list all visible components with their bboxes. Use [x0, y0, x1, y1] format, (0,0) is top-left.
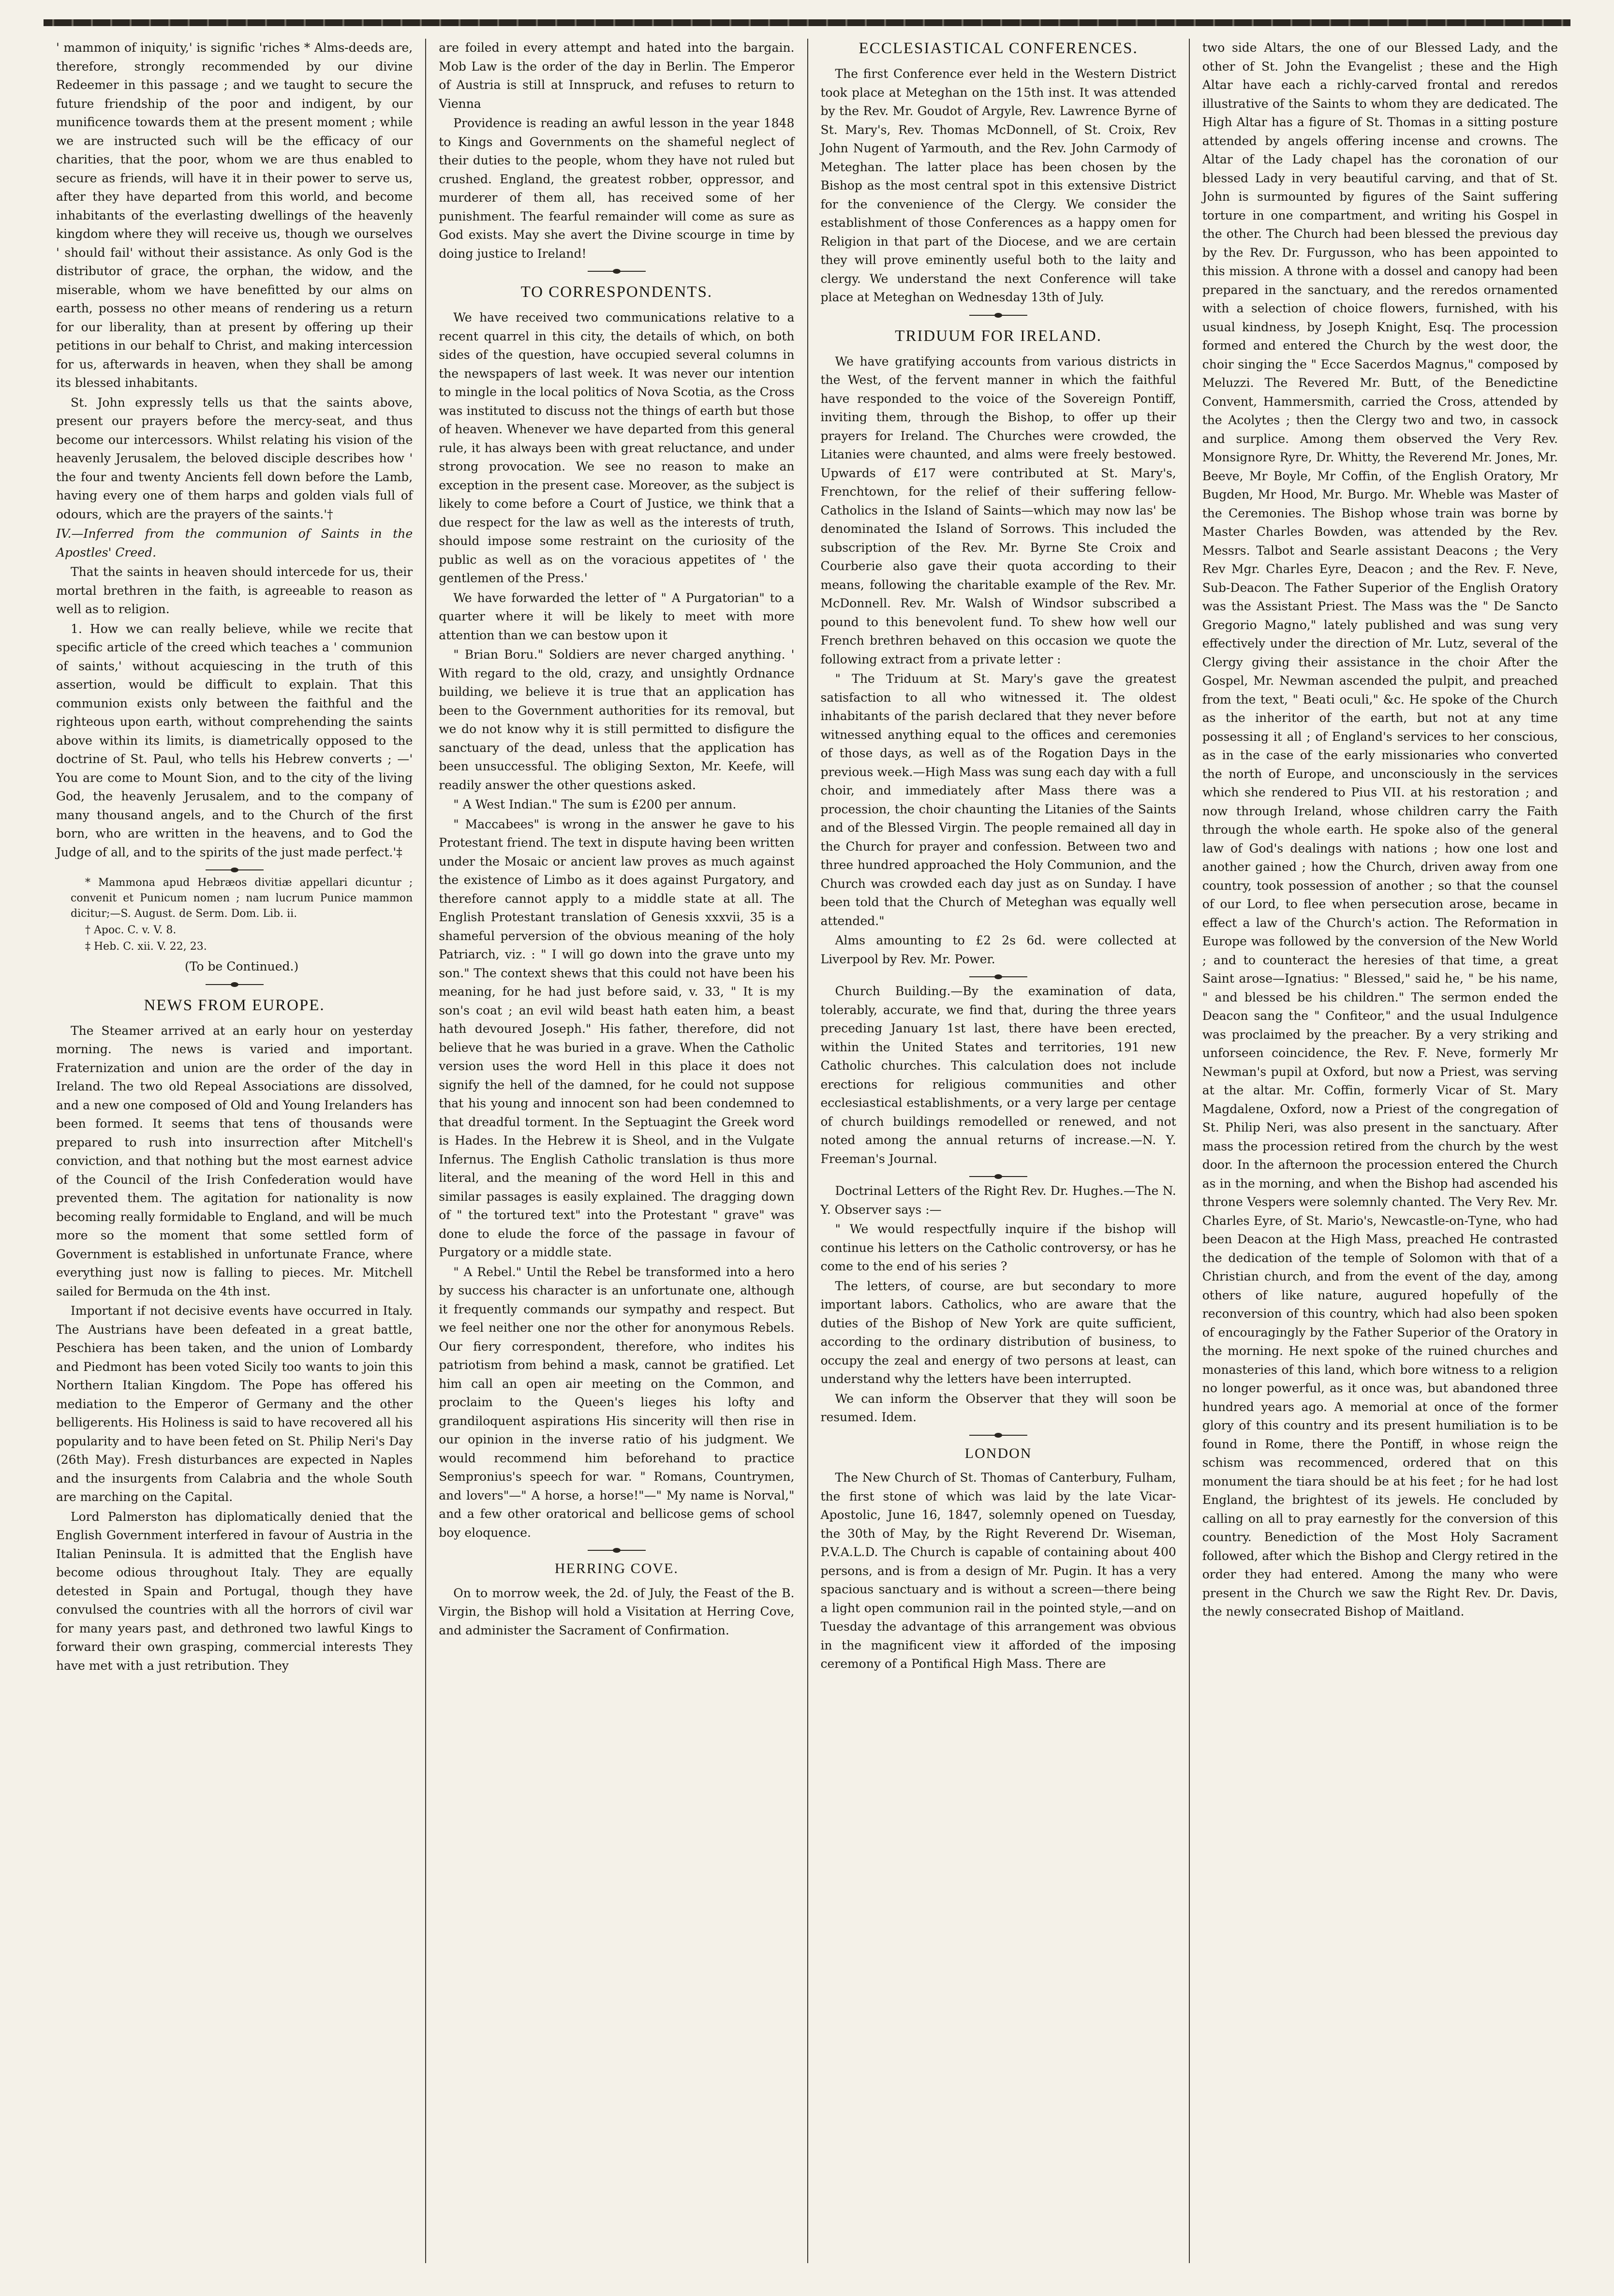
divider [969, 1176, 1027, 1177]
footnote: † Apoc. C. v. V. 8. [85, 924, 177, 936]
section-subheading: IV.—Inferred from the communion of Saints in the Apostles' Creed. [56, 527, 413, 559]
newspaper-page [44, 39, 1570, 2263]
paragraph: Providence is reading an awful lesson in the year 1848 to Kings and Governments on the shameful neglect of their duties to the people, whom they have not ruled but crushed. England, the greatest robber, oppressor, and murderer of them all, has received some of her punishment. The fearful remainder will come as sure as God exists. May she avert the Divine scourge in time by doing justice to Ireland! [439, 116, 795, 261]
paragraph: The letters, of course, are but secondary to more important labors. Catholics, who are aware that the duties of the Bishop of New York are quite sufficient, according to the ordinary distribution of business, to occupy the zeal and energy of two persons at least, can understand why the letters have been interrupted. [820, 1279, 1176, 1386]
paragraph: two side Altars, the one of our Blessed Lady, and the other of St. John the Evangelist ; these and the High Altar have each a richly-carved frontal and reredos illustrative of the Saints to whom they are dedicated. The High Altar has a figure of St. Thomas in a sitting posture attended by angels offering incense and crowns. The Altar of the Lady chapel has the coronation of our blessed Lady in very beautiful carving, and that of St. John is surmounted by figures of the Saint suffering torture in one compartment, and writing his Gospel in the other. The Church had been blessed the previous day by the Rev. Dr. Furgusson, who has been appointed to this mission. A throne with a dossel and canopy had been prepared in the sanctuary, and the reredos ornamented with a selection of choice flowers, furnished, with his usual kindness, by Joseph Knight, Esq. The procession formed and entered the Church by the west door, the choir singing the " Ecce Sacerdos Magnus," composed by Meluzzi. The Revered Mr. Butt, of the Benedictine Convent, Hammersmith, carried the Cross, attended by the Acolytes ; then the Clergy two and two, in cassock and surplice. Among them observed the Very Rev. Monsignore Ryre, Dr. Whitty, the Reverend Mr. Jones, Mr. Beeve, Mr Boyle, Mr Coffin, of the English Oratory, Mr Bugden, Mr Hood, Mr. Burgo. Mr. Wheble was Master of the Ceremonies. The Bishop whose train was borne by Master Charles Bowden, was attended by the Rev. Messrs. Talbot and Searle assistant Deacons ; the Very Rev Mgr. Charles Eyre, Deacon ; and the Rev. F. Neve, Sub-Deacon. The Father Superior of the English Oratory was the Assistant Priest. The Mass was the " De Sancto Gregorio Magno," lately published and was sung very effectively under the direction of Mr. Lutz, several of the Clergy giving their assistance in the choir After the Gospel, Mr. Newman ascended the pulpit, and preached from the text, " Beati oculi," &c. He spoke of the Church as the inheritor of the earth, but not at any time possessing it all ; of England's services to her conscious, as in the case of the early missionaries who converted the north of Europe, and unconsciously in the services which she rendered to Pius VII. at his restoration ; and now through Ireland, whose children carry the Faith through the whole earth. He spoke also of the general law of God's dealings with nations ; how one lost and another gained ; how the Church, driven away from one country, took possession of another ; so that the counsel of our Lord, to flee when persecution arose, became in effect a law of the Church's action. The Reformation in Europe was followed by the conversion of the New World ; and to counteract the heresies of that time, a great Saint arose—Ignatius: " Blessed," said he, " be his name, " and blessed be his children." The sermon ended the Deacon sang the " Confiteor," and the usual Indulgence was proclaimed by the preacher. By a very striking and unforseen coincidence, the Rev. F. Neve, formerly Mr Newman's pupil at Oxford, but now a Priest, was serving at the altar. Mr. Coffin, formerly Vicar of St. Mary Magdalene, Oxford, now a Priest of the congregation of St. Philip Neri, was also present in the sanctuary. After mass the procession retired from the church by the west door. In the afternoon the procession entered the Church as in the morning, and when the Bishop had ascended his throne Vespers were solemnly chanted. The Very Rev. Mr. Charles Eyre, of St. Mario's, Newcastle-on-Tyne, who had been Deacon at the High Mass, preached He contrasted the dedication of the temple of Solomon with that of a Christian church, and from the event of the day, among others of like nature, augured hopefully of the reconversion of this country, which had also been spoken of encouragingly by the Father Superior of the Oratory in the morning. He next spoke of the ruined churches and monasteries of this land, which bore witness to a religion no longer powerful, as it once was, but abandoned three hundred years ago. A memorial at once of the former glory of this country and its present humiliation is to be found in Rome, there the Pontiff, in whose reign the schism was recommenced, ordered that on this monument the tiara should be at his feet ; for he had lost England, the brightest of its jewels. He concluded by calling on all to pray earnestly for the conversion of this country. Benediction of the Most Holy Sacrament followed, after which the Bishop and Clergy retired in the order they had entered. Among the many who were present in the Church we saw the Right Rev. Dr. Davis, the newly consecrated Bishop of Maitland. [1202, 41, 1558, 1619]
paragraph: " We would respectfully inquire if the bishop will continue his letters on the Catholic controversy, or has he come to the end of his series ? [820, 1222, 1176, 1273]
footnote: ‡ Heb. C. xii. V. 22, 23. [85, 941, 207, 953]
paragraph: " Maccabees" is wrong in the answer he gave to his Protestant friend. The text in dispute having been written under the Mosaic or ancient law proves as much against the existence of Limbo as it does against Purgatory, and therefore cannot apply to a middle state at all. The English Protestant translation of Genesis xxxvii, 35 is a shameful perversion of the obvious meaning of the holy Patriarch, viz. : " I will go down into the grave unto my son." The context shews that this could not have been his meaning, for he had just before said, v. 33, " It is my son's coat ; an evil wild beast hath eaten him, a beast hath devoured Joseph." His father, therefore, did not believe that he was buried in a grave. When the Catholic version uses the word Hell in this place it does not signify the hell of the damned, for he could not suppose that his young and innocent son had been condemned to that dreadful torment. In the Septuagint the Greek word is Hades. In the Hebrew it is Sheol, and in the Vulgate Infernus. The English Catholic translation is thus more literal, and the meaning of the word Hell in this and similar passages is easily explained. The dragging down of " the tortured text" into the Protestant " grave" was done to elude the force of the passage in favour of Purgatory or a middle state. [439, 817, 795, 1259]
ecclesiastical-heading: ECCLESIASTICAL CONFERENCES. [859, 40, 1138, 57]
paragraph: " Brian Boru." Soldiers are never charged anything. ' With regard to the old, crazy, and unsightly Ordnance building, we believe it is true that an application has been to the Government authorities for its removal, but we do not know why it is still permitted to disfigure the sanctuary of the dead, unless that the application has been unsuccessful. The obliging Sexton, Mr. Keefe, will readily answer the other questions asked. [439, 648, 795, 792]
correspondents-heading: TO CORRESPONDENTS. [520, 283, 713, 301]
paragraph: Important if not decisive events have occurred in Italy. The Austrians have been defeated in a great battle, Peschiera has been taken, and the union of Lombardy and Piedmont has been voted Sicily too wants to join this Northern Italian Kingdom. The Pope has offered his mediation to the Emperor of Germany and the other belligerents. His Holiness is said to have recovered all his popularity and to have been feted on St. Philip Neri's Day (26th May). Fresh disturbances are expected in Naples and the insurgents from Calabria and the whole South are marching on the Capital. [56, 1304, 413, 1504]
paragraph: " A West Indian." The sum is £200 per annum. [453, 797, 737, 811]
paragraph: 1. How we can really believe, while we recite that specific article of the creed which teaches a ' communion of saints,' without acquiescing in the truth of this assertion, would be difficult to explain. That this communion exists only between the faithful and the righteous upon earth, without comprehending the saints above within its limits, is diametrically opposed to the doctrine of St. Paul, who tells his Hebrew converts ; —' You are come to Mount Sion, and to the city of the living God, the heavenly Jerusalem, and to the company of many thousand angels, and to the Church of the first born, who are written in the heavens, and to God the Judge of all, and to the spirits of the just made perfect.'‡ [56, 621, 413, 859]
paragraph: " A Rebel." Until the Rebel be transformed into a hero by success his character is an unfortunate one, although it frequently commands our sympathy and respect. But we feel neither one nor the other for anonymous Rebels. Our fiery correspondent, therefore, who indites his patriotism from behind a mask, cannot be gratified. Let him call an open air meeting on the Common, and proclaim to the Queen's lieges his lofty and grandiloquent aspirations His sincerity will then rise in our opinion in the inverse ratio of his judgment. We would recommend him beforehand to practice Sempronius's speech for war. " Romans, Countrymen, and lovers"—" A horse, a horse!"—" My name is Norval," and a few other oratorical and bellicose gems of school boy eloquence. [439, 1265, 795, 1540]
london-heading: LONDON [964, 1445, 1032, 1461]
column-2 [425, 39, 807, 2263]
paragraph: We can inform the Observer that they will soon be resumed. Idem. [820, 1391, 1176, 1424]
continued-note: (To be Continued.) [184, 959, 299, 973]
paragraph: Doctrinal Letters of the Right Rev. Dr. Hughes.—The N. Y. Observer says :— [820, 1184, 1176, 1217]
column-1 [44, 39, 425, 2263]
triduum-heading: TRIDUUM FOR IRELAND. [895, 327, 1102, 345]
column-4 [1189, 39, 1570, 2263]
masthead-rule [44, 19, 1570, 26]
paragraph: St. John expressly tells us that the saints above, present our prayers before the mercy-seat, and thus become our intercessors. Whilst relating his vision of the heavenly Jerusalem, the beloved disciple describes how ' the four and twenty Ancients fell down before the Lamb, having every one of them harps and golden vials full of odours, which are the prayers of the saints.'† [56, 395, 413, 521]
paragraph: ' mammon of iniquity,' is signific 'riches * Alms-deeds are, therefore, strongly recommended by our divine Redeemer in this passage ; and we taught to secure the future friendship of the poor and indigent, by our munificence towards them at the present moment ; while we are instructed such will be the efficacy of our charities, that the poor, whom we are thus enabled to secure as friends, will have it in their power to serve us, after they have departed from this world, and become inhabitants of the everlasting dwellings of the heavenly kingdom where they will receive us, though we ourselves ' should fail' without their assistance. As only God is the distributor of grace, the orphan, the widow, and the miserable, whom we have benefitted by our alms on earth, possess no other means of rendering us a return for our liberality, than at present by offering up their petitions in our behalf to Christ, and making intercession for us, afterwards in heaven, when they shall be among its blessed inhabitants. [56, 41, 413, 390]
news-heading: NEWS FROM EUROPE. [144, 996, 325, 1014]
paragraph: Lord Palmerston has diplomatically denied that the English Government interfered in favour of Austria in the Italian Peninsula. It is admitted that the English have become odious throughout Italy. They are equally detested in Spain and Portugal, though they have convulsed the countries with all the horrors of civil war for many years past, and dethroned two lawful Kings to forward their own grasping, commercial interests They have met with a just retribution. They [56, 1509, 413, 1673]
divider [969, 315, 1027, 316]
paragraph: We have received two communications relative to a recent quarrel in this city, the details of which, on both sides of the question, have occupied several columns in the newspapers of last week. It was never our intention to mingle in the local politics of Nova Scotia, as the Cross was instituted to discuss not the things of earth but those of heaven. Whenever we have departed from this general rule, it has always been with great reluctance, and under strong provocation. We see no reason to make an exception in the present case. Moreover, as the subject is likely to come before a Court of Justice, we think that a due respect for the law as well as the interests of truth, should impose some restraint on the curiosity of the public as well as on the voracious appetites of ' the gentlemen of the Press.' [439, 310, 795, 585]
paragraph: are foiled in every attempt and hated into the bargain. Mob Law is the order of the day in Berlin. The Emperor of Austria is still at Innspruck, and refuses to return to Vienna [439, 41, 795, 111]
paragraph: The first Conference ever held in the Western District took place at Meteghan on the 15th inst. It was attended by the Rev. Mr. Goudot of Argyle, Rev. Lawrence Byrne of St. Mary's, Rev. Thomas McDonnell, of St. Croix, Rev John Nugent of Yarmouth, and the Rev. John Carmody of Meteghan. The latter place has been chosen by the Bishop as the most central spot in this extensive District for the convenience of the Clergy. We consider the establishment of those Conferences as a happy omen for Religion in that part of the Diocese, and we are certain they will prove eminently useful both to the laity and clergy. We understand the next Conference will take place at Meteghan on Wednesday 13th of July. [820, 67, 1176, 304]
column-3 [807, 39, 1189, 2263]
divider [969, 976, 1027, 977]
paragraph: We have gratifying accounts from various districts in the West, of the fervent manner in which the faithful have responded to the voice of the Sovereign Pontiff, inviting them, through the Bishop, to offer up their prayers for Ireland. The Churches were crowded, the Litanies were chaunted, and alms were freely bestowed. Upwards of £17 were contributed at St. Mary's, Frenchtown, for the relief of their suffering fellow-Catholics in the Island of Saints—which may now las' be denominated the Island of Sorrows. This included the subscription of the Rev. Mr. Byrne Ste Croix and Courberie also gave their quota according to their means, following the charitable example of the Rev. Mr. McDonnell. Rev. Mr. Walsh of Windsor subscribed a pound to this benevolent fund. To shew how well our French brethren behaved on this occasion we quote the following extract from a private letter : [820, 354, 1176, 666]
paragraph: We have forwarded the letter of " A Purgatorian" to a quarter where it will be likely to meet with more attention than we can bestow upon it [439, 590, 795, 642]
paragraph: Alms amounting to £2 2s 6d. were collected at Liverpool by Rev. Mr. Power. [820, 933, 1176, 966]
footnote: * Mammona apud Hebræos divitiæ appellari dicuntur ; convenit et Punicum nomen ; nam lucrum Punice mammon dicitur;—S. August. de Serm. Dom. Lib. ii. [71, 877, 413, 920]
divider [206, 984, 264, 985]
herring-cove-heading: HERRING COVE. [554, 1560, 679, 1576]
paragraph: " The Triduum at St. Mary's gave the greatest satisfaction to all who witnessed it. The oldest inhabitants of the parish declared that they never before witnessed anything equal to the offices and ceremonies of those days, as well as of the Rogation Days in the previous week.—High Mass was sung each day with a full choir, and immediately after Mass there was a procession, the choir chaunting the Litanies of the Saints and of the Blessed Virgin. The people remained all day in the Church for prayer and confession. Between two and three hundred approached the Holy Communion, and the Church was crowded each day just as on Sunday. I have been told that the Church of Meteghan was equally well attended." [820, 672, 1176, 928]
divider [206, 869, 264, 870]
paragraph: On to morrow week, the 2d. of July, the Feast of the B. Virgin, the Bishop will hold a Visitation at Herring Cove, and administer the Sacrament of Confirmation. [439, 1586, 795, 1637]
paragraph: The Steamer arrived at an early hour on yesterday morning. The news is varied and important. Fraternization and union are the order of the day in Ireland. The two old Repeal Associations are dissolved, and a new one composed of Old and Young Irelanders has been formed. It seems that tens of thousands were prepared to rush into insurrection after Mitchell's conviction, and that nothing but the most earnest advice of the Council of the Irish Confederation would have prevented them. The agitation for nationality is now becoming really formidable to England, and will be much more so the moment that some settled form of Government is established in unfortunate France, where everything just now is falling to pieces. Mr. Mitchell sailed for Bermuda on the 4th inst. [56, 1023, 413, 1298]
divider [588, 1550, 646, 1551]
paragraph: Church Building.—By the examination of data, tolerably, accurate, we find that, during the three years preceding January 1st last, there have been erected, within the United States and territories, 191 new Catholic churches. This calculation does not include erections for religious communities and other ecclesiastical establishments, or a very large per centage of church buildings remodelled or renewed, and not noted among the annual returns of increase.—N. Y. Freeman's Journal. [820, 984, 1176, 1166]
paragraph: The New Church of St. Thomas of Canterbury, Fulham, the first stone of which was laid by the late Vicar-Apostolic, June 16, 1847, solemnly opened on Tuesday, the 30th of May, by the Right Reverend Dr. Wiseman, P.V.A.L.D. The Church is capable of containing about 400 persons, and is from a design of Mr. Pugin. It has a very spacious sanctuary and is without a screen—there being a light open communion rail in the pointed style,—and on Tuesday the advantage of this arrangement was obvious in the magnificent view it afforded of the imposing ceremony of a Pontifical High Mass. There are [820, 1471, 1176, 1671]
divider [588, 271, 646, 272]
paragraph: That the saints in heaven should intercede for us, their mortal brethren in the faith, is agreeable to reason as well as to religion. [56, 565, 413, 616]
divider [969, 1435, 1027, 1436]
